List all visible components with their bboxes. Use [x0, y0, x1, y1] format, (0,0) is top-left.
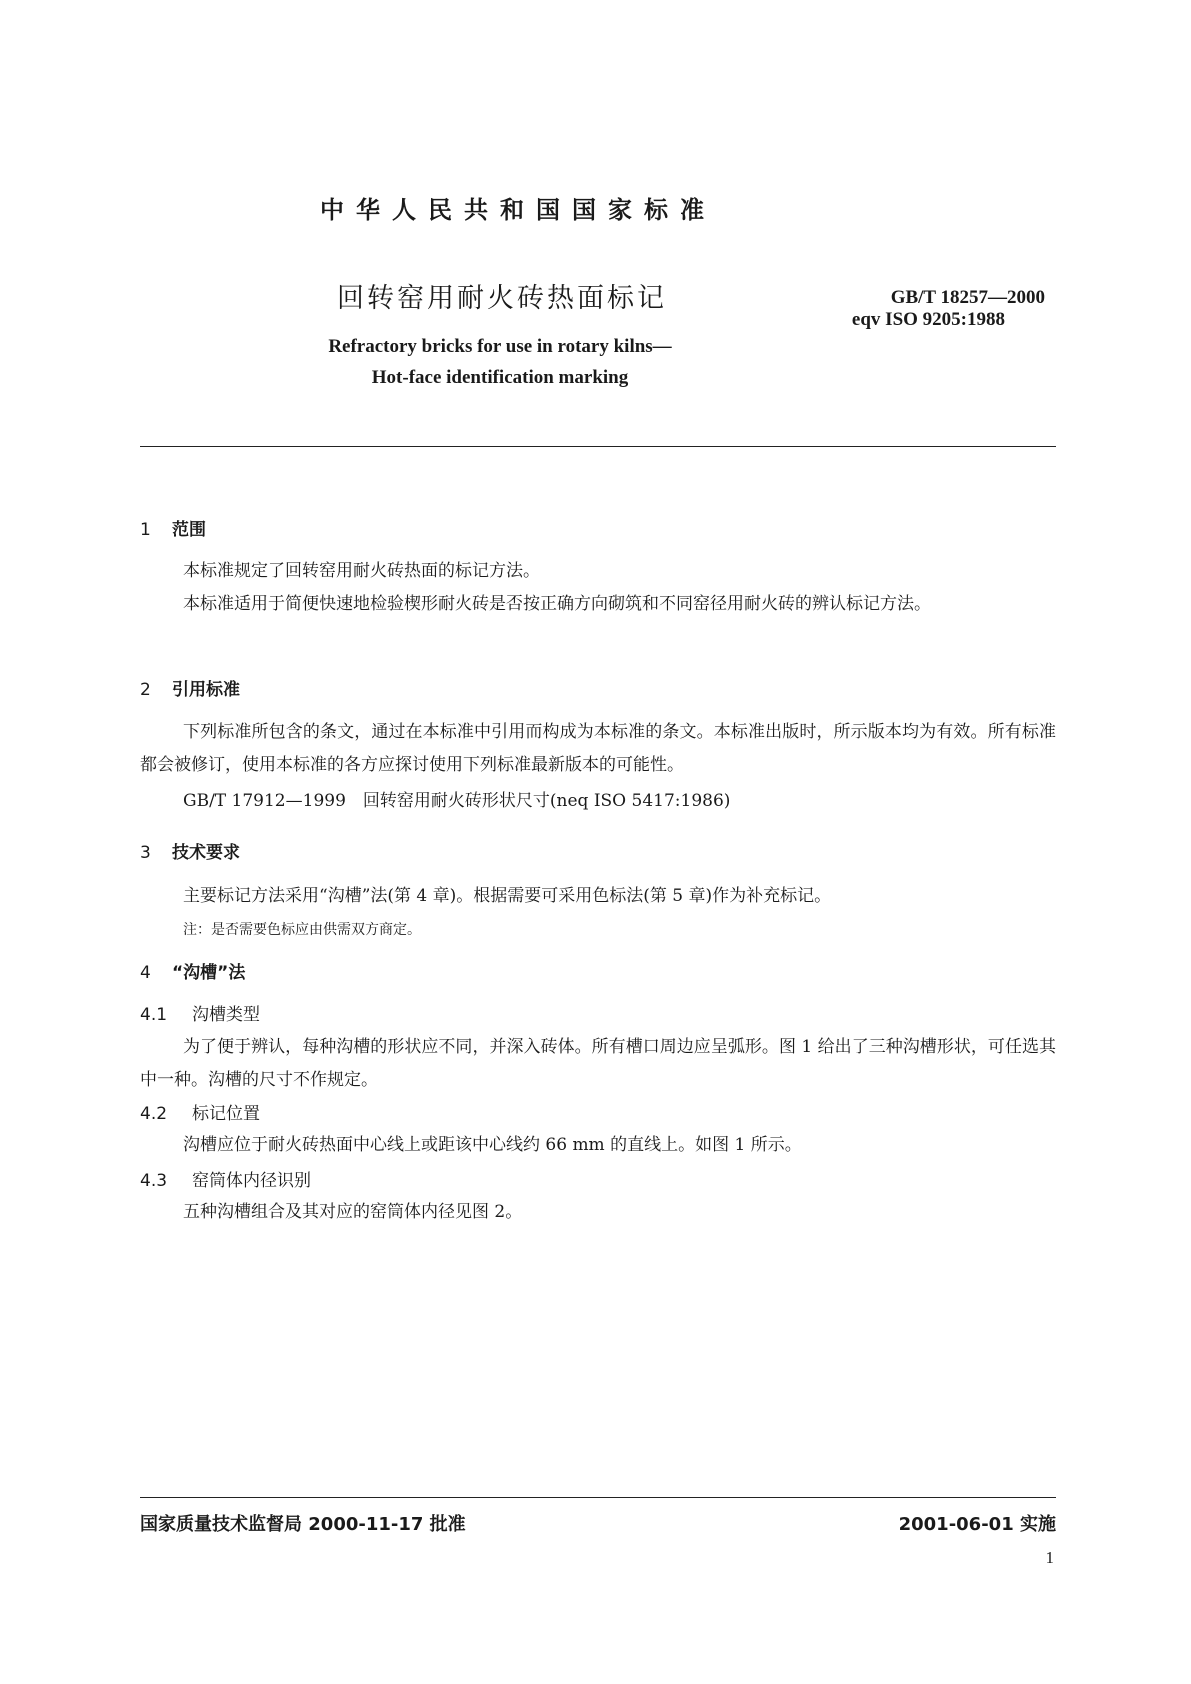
subsection-title: 窑筒体内径识别 — [192, 1171, 311, 1191]
national-standard-title: 中华人民共和国国家标准 — [320, 196, 716, 224]
subsection-4-1-paragraph: 为了便于辨认，每种沟槽的形状应不同，并深入砖体。所有槽口周边应呈弧形。图 1 给出了三种沟槽形状，可任选其中一种。沟槽的尺寸不作规定。 — [140, 1037, 1056, 1090]
subsection-4-2-heading — [140, 1099, 260, 1124]
section-2-paragraph: 下列标准所包含的条文，通过在本标准中引用而构成为本标准的条文。本标准出版时，所示版本均为有效。所有标准都会被修订，使用本标准的各方应探讨使用下列标准最新版本的可能性。 — [140, 722, 1056, 775]
section-title: 引用标准 — [172, 680, 240, 700]
section-1-heading — [140, 515, 206, 540]
section-3-paragraph: 主要标记方法采用“沟槽”法(第 4 章)。根据需要可采用色标法(第 5 章)作为补充标记。 — [183, 886, 832, 906]
section-2-heading — [140, 675, 240, 700]
section-number: 2 — [140, 680, 151, 700]
footer-divider — [140, 1497, 1056, 1498]
section-title: 技术要求 — [172, 843, 240, 863]
subsection-number: 4.1 — [140, 1005, 168, 1025]
section-3-heading — [140, 838, 240, 863]
header-divider — [140, 446, 1056, 447]
subsection-4-3-heading — [140, 1166, 311, 1191]
subsection-4-1-heading — [140, 1000, 260, 1025]
subsection-4-2-paragraph: 沟槽应位于耐火砖热面中心线上或距该中心线约 66 mm 的直线上。如图 1 所示。 — [183, 1135, 802, 1155]
referenced-standard: GB/T 17912—1999 回转窑用耐火砖形状尺寸(neq ISO 5417:1986) — [183, 791, 731, 811]
english-title-line2: Hot-face identification marking — [371, 367, 629, 388]
section-1-paragraph-1: 本标准规定了回转窑用耐火砖热面的标记方法。 — [183, 561, 540, 581]
section-title: 范围 — [172, 520, 206, 540]
section-3-note: 注：是否需要色标应由供需双方商定。 — [183, 922, 421, 938]
subsection-title: 沟槽类型 — [192, 1005, 260, 1025]
section-4-heading — [140, 958, 245, 983]
section-title: “沟槽”法 — [172, 963, 246, 983]
section-1-paragraph-2: 本标准适用于简便快速地检验楔形耐火砖是否按正确方向砌筑和不同窑径用耐火砖的辨认标记方法。 — [183, 594, 931, 614]
section-number: 4 — [140, 963, 151, 983]
chinese-title: 回转窑用耐火砖热面标记 — [337, 283, 667, 314]
page-number: 1 — [1045, 1548, 1054, 1567]
section-number: 1 — [140, 520, 151, 540]
effective-date: 2001-06-01 实施 — [898, 1514, 1056, 1535]
standard-number: GB/T 18257—2000 — [890, 287, 1045, 308]
english-title-line1: Refractory bricks for use in rotary kilns— — [328, 336, 672, 357]
equivalent-standard: eqv ISO 9205:1988 — [851, 309, 1005, 330]
subsection-title: 标记位置 — [192, 1104, 260, 1124]
approval-line: 国家质量技术监督局 2000-11-17 批准 — [140, 1514, 466, 1535]
subsection-number: 4.3 — [140, 1171, 168, 1191]
subsection-number: 4.2 — [140, 1104, 168, 1124]
subsection-4-3-paragraph: 五种沟槽组合及其对应的窑筒体内径见图 2。 — [183, 1202, 523, 1222]
section-number: 3 — [140, 843, 151, 863]
